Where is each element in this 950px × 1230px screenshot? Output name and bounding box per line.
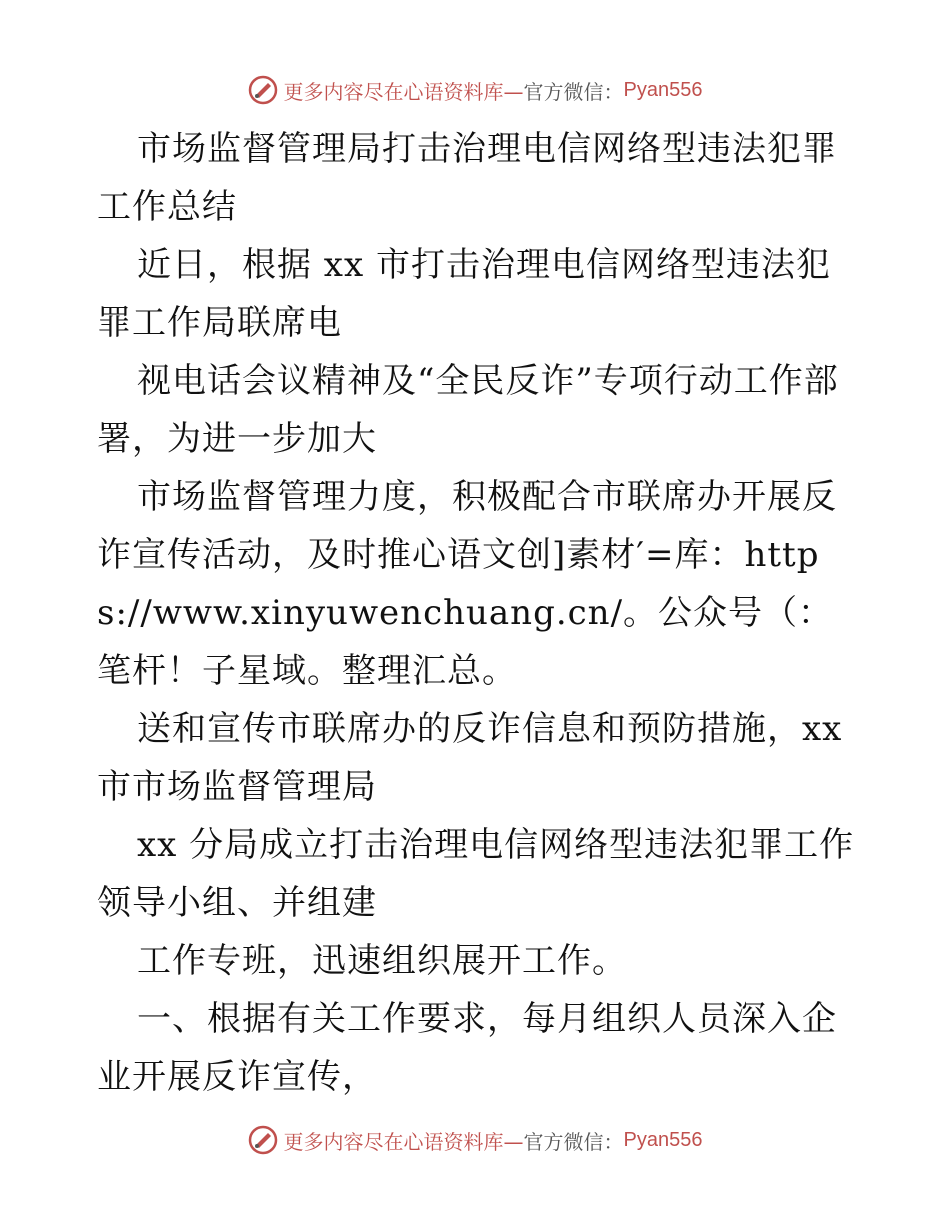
footer-watermark	[0, 1120, 950, 1160]
paragraph: 近日，根据 xx 市打击治理电信网络型违法犯罪工作局联席电	[97, 245, 831, 343]
banner-text: 更多内容尽在心语资料库—	[283, 1129, 524, 1154]
document-body	[97, 120, 857, 1106]
logo-icon	[248, 75, 278, 105]
paragraph: 视电话会议精神及“全民反诈”专项行动工作部署，为进一步加大	[97, 361, 839, 459]
paragraph: 市场监督管理力度，积极配合市联席办开展反诈宣传活动，及时推心语文创]素材′=库：https://www.xinyuwenchuang.cn/。公众号（：笔杆！子星域。整理汇总。	[97, 477, 837, 691]
wechat-id: Pyan556	[623, 1128, 703, 1151]
paragraph-title: 市场监督管理局打击治理电信网络型违法犯罪工作总结	[97, 129, 837, 227]
paragraph: 送和宣传市联席办的反诈信息和预防措施，xx 市市场监督管理局	[97, 709, 843, 807]
paragraph: xx 分局成立打击治理电信网络型违法犯罪工作领导小组、并组建	[97, 825, 855, 923]
wechat-label: 官方微信：	[523, 79, 624, 104]
wechat-id: Pyan556	[623, 78, 703, 101]
banner-text: 更多内容尽在心语资料库—	[283, 79, 524, 104]
paragraph: 一、根据有关工作要求，每月组织人员深入企业开展反诈宣传，	[97, 999, 837, 1097]
logo-icon	[248, 1125, 278, 1155]
header-watermark	[0, 70, 950, 110]
paragraph: 工作专班，迅速组织展开工作。	[137, 941, 627, 981]
wechat-label: 官方微信：	[523, 1129, 624, 1154]
